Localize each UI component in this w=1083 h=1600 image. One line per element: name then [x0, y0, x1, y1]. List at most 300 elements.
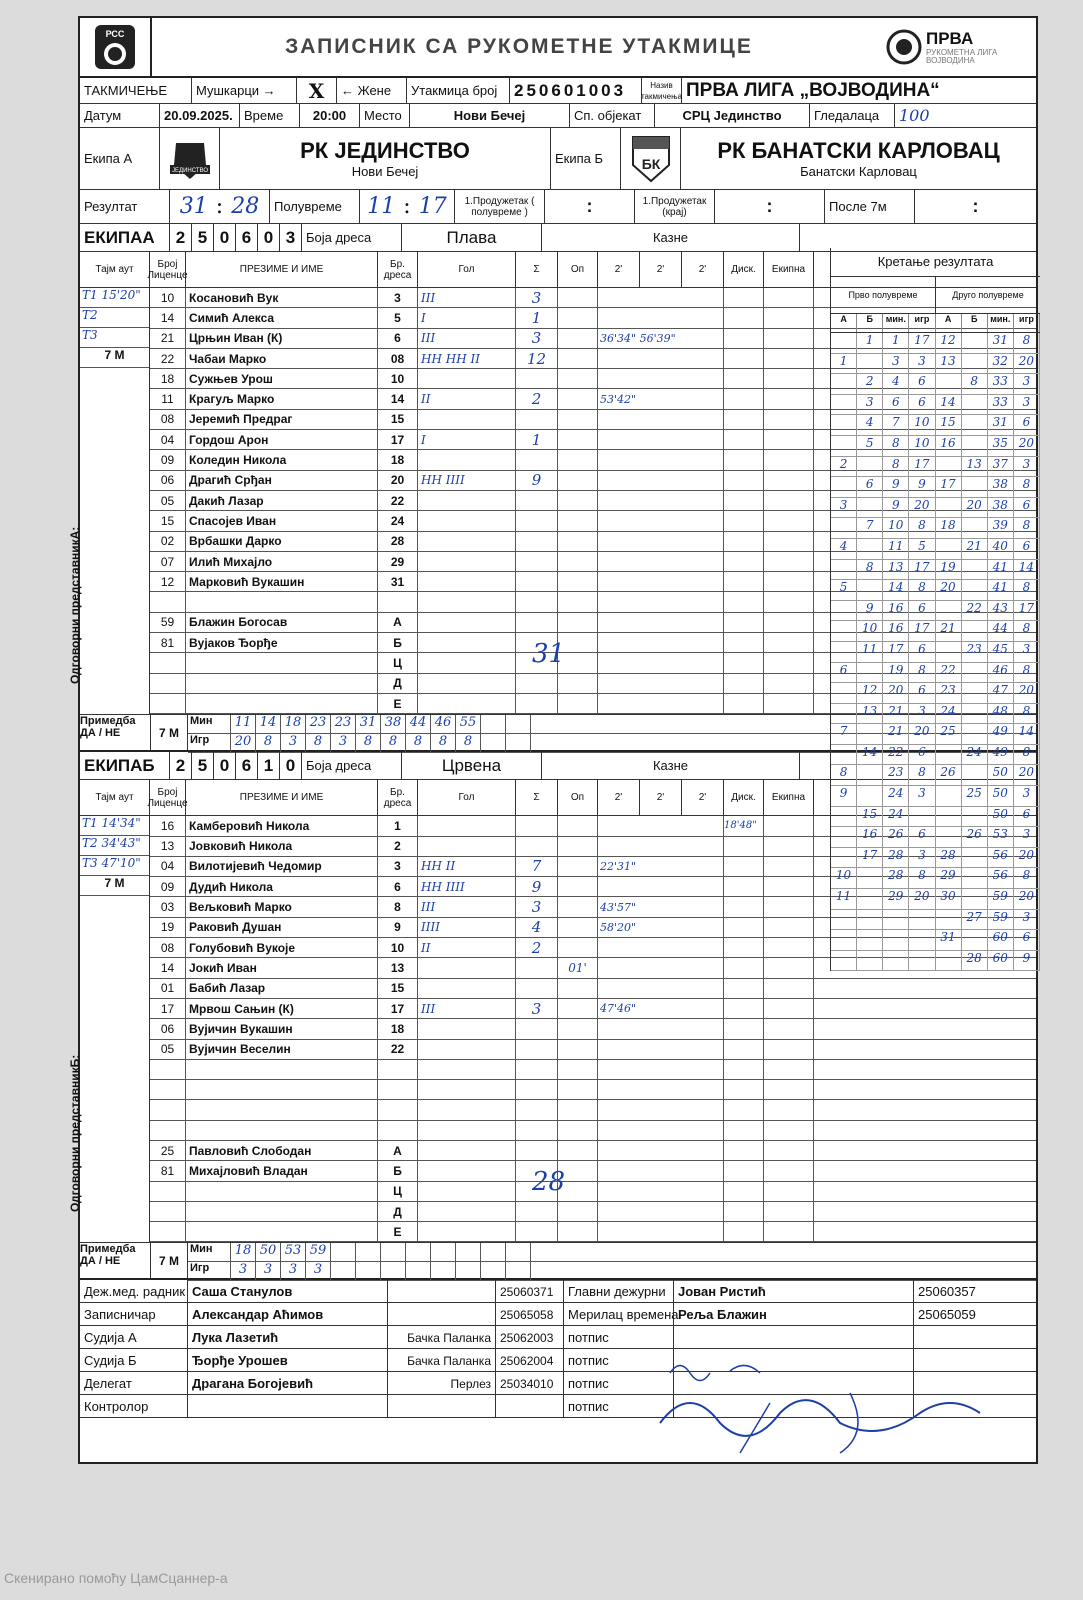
player-license: 05 [150, 1040, 186, 1059]
player-license: 12 [150, 572, 186, 591]
team-b-block [681, 128, 1036, 189]
progress-cell [962, 765, 988, 785]
progress-cell [936, 786, 962, 806]
goal-sum: 3 [516, 288, 558, 307]
progress-title: Кретање резултата [831, 248, 1040, 277]
suspension-times: 43'57" [598, 897, 724, 916]
seven-m-igr: 3 [256, 1262, 281, 1280]
progress-cell: 19 [936, 560, 962, 580]
progress-cell: 17 [909, 333, 935, 353]
competition-row [80, 78, 1036, 104]
progress-cell: 4 [857, 415, 883, 435]
progress-cell: 16 [936, 436, 962, 456]
progress-cell: 35 [988, 436, 1014, 456]
suspension-times: 53'42" [598, 389, 724, 408]
progress-cell: 20 [909, 724, 935, 744]
team-a-goal-total: 31 [532, 639, 566, 670]
progress-row [831, 683, 1040, 704]
warning [558, 572, 598, 591]
team-code-digit: 2 [170, 752, 192, 779]
progress-cell: 6 [1014, 807, 1040, 827]
jersey-number: 6 [378, 329, 418, 348]
player-name [186, 653, 378, 672]
progress-cell: 6 [883, 395, 909, 415]
disqualification [724, 633, 764, 652]
progress-cell: 3 [1014, 827, 1040, 847]
progress-cell [962, 848, 988, 868]
team-penalty-cell [764, 1182, 814, 1201]
progress-cell: 3 [909, 354, 935, 374]
team-a-label: Екипа А [80, 128, 160, 189]
progress-cell: 8 [909, 868, 935, 888]
progress-cell: 4 [831, 539, 857, 559]
goal-tally [418, 653, 516, 672]
progress-cell: 28 [936, 848, 962, 868]
seven-m-igr-row [188, 1262, 1036, 1281]
progress-col-min: мин. [883, 314, 909, 332]
progress-cell: 31 [988, 333, 1014, 353]
team-penalty-cell [764, 389, 814, 408]
progress-cell: 53 [988, 827, 1014, 847]
officials-cell: Бачка Паланка [388, 1349, 496, 1372]
progress-cell [962, 436, 988, 456]
goal-tally [418, 511, 516, 530]
jersey-number: А [378, 1141, 418, 1160]
officials-cell [188, 1395, 388, 1418]
suspension-times [598, 979, 724, 998]
progress-cell: 41 [988, 560, 1014, 580]
progress-cell: 14 [1014, 560, 1040, 580]
progress-cell [962, 868, 988, 888]
goal-tally: HH HH II [418, 349, 516, 368]
player-license: 10 [150, 288, 186, 307]
progress-cell [831, 518, 857, 538]
goal-tally: III [418, 288, 516, 307]
player-license: 18 [150, 369, 186, 388]
officials-cell: Записничар [80, 1303, 188, 1326]
match-date: 20.09.2025. [160, 104, 240, 127]
date-row [80, 104, 1036, 128]
team-penalty-cell [764, 897, 814, 916]
progress-col-A: А [831, 314, 857, 332]
warning [558, 1040, 598, 1059]
team-b-name: РК БАНАТСКИ КАРЛОВАЦ [717, 138, 1000, 163]
progress-cell [962, 560, 988, 580]
team-b-label: Екипа Б [551, 128, 621, 189]
team-b-city: Банатски Карловац [800, 164, 917, 179]
goal-tally: I [418, 430, 516, 449]
progress-cell: 2 [857, 374, 883, 394]
progress-col-igr: игр [909, 314, 935, 332]
column-susp2: 2' [640, 780, 682, 815]
progress-cell: 8 [1014, 477, 1040, 497]
seven-m-igr [331, 1262, 356, 1280]
player-name: Дудић Никола [186, 877, 378, 896]
goal-tally: HH IIII [418, 877, 516, 896]
progress-cell: 60 [988, 930, 1014, 950]
progress-cell [936, 374, 962, 394]
remark-label: Примедба [80, 715, 136, 728]
seven-m-min: 59 [306, 1243, 331, 1261]
player-name: Чабаи Марко [186, 349, 378, 368]
progress-cell [831, 930, 857, 950]
progress-cell: 17 [1014, 601, 1040, 621]
progress-cell: 12 [936, 333, 962, 353]
jersey-number: 08 [378, 349, 418, 368]
suspension-times [598, 288, 724, 307]
jersey-number: 3 [378, 857, 418, 876]
progress-cell: 6 [909, 374, 935, 394]
goal-sum: 1 [516, 430, 558, 449]
player-license: 08 [150, 410, 186, 429]
progress-cell: 32 [988, 354, 1014, 374]
officials-cell [388, 1395, 496, 1418]
progress-row [831, 910, 1040, 931]
suspension-times [598, 816, 724, 835]
progress-row [831, 868, 1040, 889]
disqualification [724, 592, 764, 611]
warning [558, 1019, 598, 1038]
seven-m-min [356, 1243, 381, 1261]
progress-cell: 17 [857, 848, 883, 868]
disqualification [724, 1222, 764, 1241]
jersey-number: 1 [378, 816, 418, 835]
player-license: 14 [150, 308, 186, 327]
progress-cell [962, 704, 988, 724]
goal-sum: 3 [516, 897, 558, 916]
player-license: 16 [150, 816, 186, 835]
progress-cell: 23 [936, 683, 962, 703]
team-penalty-cell [764, 1161, 814, 1180]
progress-cell: 21 [883, 704, 909, 724]
seven-m-min: 18 [231, 1243, 256, 1261]
kit-color-label: Боја дреса [302, 752, 402, 779]
officials-cell: 25062004 [496, 1349, 564, 1372]
progress-cell: 8 [1014, 868, 1040, 888]
goal-sum: 1 [516, 308, 558, 327]
progress-row [831, 807, 1040, 828]
progress-cell: 40 [988, 539, 1014, 559]
column-sum: Σ [516, 780, 558, 815]
disqualification [724, 329, 764, 348]
goal-tally: HH IIII [418, 471, 516, 490]
progress-row [831, 333, 1040, 354]
player-row [150, 1182, 1036, 1202]
goal-tally [418, 958, 516, 977]
progress-cell: 21 [962, 539, 988, 559]
suspension-times [598, 1222, 724, 1241]
second-half-label: Друго полувреме [952, 290, 1024, 300]
progress-cell: 30 [936, 889, 962, 909]
progress-cell [831, 374, 857, 394]
team-penalty-cell [764, 938, 814, 957]
suspension-times [598, 1161, 724, 1180]
progress-cell: 17 [909, 560, 935, 580]
progress-row [831, 374, 1040, 395]
player-license: 59 [150, 613, 186, 632]
progress-cell: 15 [936, 415, 962, 435]
progress-cell [857, 663, 883, 683]
player-license [150, 1182, 186, 1201]
goal-sum [516, 816, 558, 835]
goal-sum [516, 674, 558, 693]
match-place: Нови Бечеј [410, 104, 570, 127]
disqualification [724, 837, 764, 856]
goal-tally: III [418, 329, 516, 348]
competition-label: ТАКМИЧЕЊЕ [80, 78, 192, 103]
player-name [186, 1060, 378, 1079]
team-penalty-cell [764, 288, 814, 307]
officials-cell: Ђорђе Урошев [188, 1349, 388, 1372]
progress-cell [936, 601, 962, 621]
progress-cell: 8 [1014, 518, 1040, 538]
progress-cell: 8 [1014, 704, 1040, 724]
jersey-number: 15 [378, 410, 418, 429]
seven-m-min: 50 [256, 1243, 281, 1261]
team-penalty-cell [764, 410, 814, 429]
progress-cell: 23 [962, 642, 988, 662]
progress-row [831, 889, 1040, 910]
disqualification [724, 532, 764, 551]
seven-m-igr [506, 1262, 531, 1280]
goal-sum [516, 1141, 558, 1160]
disqualification [724, 410, 764, 429]
player-name: Дакић Лазар [186, 491, 378, 510]
match-number: 250601003 [510, 78, 642, 103]
disqualification [724, 450, 764, 469]
officials-cell [914, 1326, 1036, 1349]
jersey-number: Д [378, 1202, 418, 1221]
goal-tally [418, 552, 516, 571]
progress-row [831, 745, 1040, 766]
progress-cell: 8 [962, 374, 988, 394]
progress-cell [831, 560, 857, 580]
team-penalty-cell [764, 1141, 814, 1160]
warning [558, 349, 598, 368]
team-a-block [220, 128, 551, 189]
goal-tally [418, 410, 516, 429]
progress-cell: 3 [1014, 786, 1040, 806]
progress-cell: 14 [857, 745, 883, 765]
progress-row [831, 765, 1040, 786]
jersey-number: 2 [378, 837, 418, 856]
team-penalty-cell [764, 1040, 814, 1059]
goal-sum: 3 [516, 329, 558, 348]
column-license: Број Лиценце [150, 780, 186, 815]
player-name: Симић Алекса [186, 308, 378, 327]
disqualification [724, 471, 764, 490]
kit-color: Црвена [402, 752, 542, 779]
goal-sum [516, 1040, 558, 1059]
warning [558, 491, 598, 510]
progress-cell: 49 [988, 745, 1014, 765]
column-susp3: 2' [682, 252, 724, 287]
progress-cell: 20 [883, 683, 909, 703]
progress-cell [962, 889, 988, 909]
column-team: Екипна [764, 780, 814, 815]
remark-yes-no: ДА / НЕ [80, 727, 121, 740]
seven-m-min: 46 [431, 715, 456, 733]
progress-cell [909, 807, 935, 827]
progress-cell: 18 [936, 518, 962, 538]
goal-tally [418, 369, 516, 388]
progress-row [831, 457, 1040, 478]
team-penalty-cell [764, 471, 814, 490]
goal-tally [418, 1060, 516, 1079]
column-warn: Оп [558, 252, 598, 287]
progress-cell [857, 457, 883, 477]
progress-row [831, 560, 1040, 581]
seven-m-igr: 3 [331, 734, 356, 752]
warning [558, 877, 598, 896]
team-a-name: РК ЈЕДИНСТВО [300, 138, 470, 163]
seven-m-igr: 8 [431, 734, 456, 752]
officials-cell: Јован Ристић [674, 1280, 914, 1303]
warning [558, 592, 598, 611]
disqualification [724, 389, 764, 408]
jersey-number: 14 [378, 389, 418, 408]
player-name [186, 1202, 378, 1221]
progress-cell: 10 [909, 436, 935, 456]
player-license: 19 [150, 918, 186, 937]
progress-cell: 8 [909, 765, 935, 785]
suspension-times [598, 1019, 724, 1038]
progress-cell: 6 [1014, 539, 1040, 559]
team-code-digit: 5 [192, 224, 214, 251]
team-penalty-cell [764, 1060, 814, 1079]
officials-row [80, 1303, 1036, 1326]
progress-cell: 1 [857, 333, 883, 353]
progress-cell: 39 [988, 518, 1014, 538]
progress-cell [962, 930, 988, 950]
progress-cell: 56 [988, 868, 1014, 888]
team-a-logo [160, 128, 220, 189]
player-row [150, 1141, 1036, 1161]
goal-tally [418, 1100, 516, 1119]
progress-subheader [831, 314, 1040, 333]
score-colon: : [215, 194, 224, 219]
progress-cell [962, 477, 988, 497]
progress-cell: 1 [831, 354, 857, 374]
goal-tally [418, 816, 516, 835]
suspension-times [598, 430, 724, 449]
progress-cell: 21 [936, 621, 962, 641]
seven-m-min: 55 [456, 715, 481, 733]
player-license [150, 1060, 186, 1079]
progress-cell: 59 [988, 910, 1014, 930]
disqualification [724, 1019, 764, 1038]
jersey-number: 31 [378, 572, 418, 591]
after-7m-label: После 7м [825, 190, 915, 223]
goal-tally: I [418, 308, 516, 327]
progress-cell: 45 [988, 642, 1014, 662]
goal-tally [418, 1040, 516, 1059]
progress-row [831, 498, 1040, 519]
team-penalty-cell [764, 450, 814, 469]
warning [558, 1100, 598, 1119]
progress-cell: 8 [1014, 745, 1040, 765]
progress-row [831, 724, 1040, 745]
goal-tally [418, 532, 516, 551]
progress-cell [936, 951, 962, 971]
player-name: Марковић Вукашин [186, 572, 378, 591]
seven-m-label: 7 M [151, 1243, 188, 1278]
suspension-times [598, 410, 724, 429]
progress-row [831, 663, 1040, 684]
player-name: Јовковић Никола [186, 837, 378, 856]
warning [558, 1202, 598, 1221]
progress-cell [831, 704, 857, 724]
progress-cell [857, 354, 883, 374]
player-license: 11 [150, 389, 186, 408]
progress-cell [936, 457, 962, 477]
men-mark: X [297, 78, 337, 103]
player-name: Крагуљ Марко [186, 389, 378, 408]
progress-cell [831, 436, 857, 456]
warning [558, 1060, 598, 1079]
team-code-digit: 0 [280, 752, 302, 779]
seven-m-min: 23 [331, 715, 356, 733]
goal-sum [516, 532, 558, 551]
column-jersey: Бр. дреса [378, 780, 418, 815]
progress-cell: 8 [1014, 580, 1040, 600]
player-name: Раковић Душан [186, 918, 378, 937]
result-row [80, 190, 1036, 224]
team-penalty-cell [764, 837, 814, 856]
goal-sum [516, 552, 558, 571]
progress-cell: 23 [883, 765, 909, 785]
progress-cell: 17 [909, 621, 935, 641]
jersey-number [378, 1100, 418, 1119]
warning [558, 532, 598, 551]
jersey-number: 17 [378, 999, 418, 1018]
suspension-times [598, 1202, 724, 1221]
progress-row [831, 827, 1040, 848]
goal-tally [418, 613, 516, 632]
timeout-2: T2 34'43" [80, 836, 149, 856]
progress-cell: 50 [988, 807, 1014, 827]
column-goal: Гол [418, 252, 516, 287]
player-license [150, 694, 186, 713]
player-name: Илић Михајло [186, 552, 378, 571]
progress-cell: 24 [883, 807, 909, 827]
half-label: Полувреме [270, 190, 360, 223]
progress-cell: 17 [936, 477, 962, 497]
disqualification [724, 572, 764, 591]
remark-box [80, 1243, 151, 1278]
goal-tally [418, 979, 516, 998]
team-penalty-cell [764, 653, 814, 672]
progress-cell: 8 [909, 518, 935, 538]
progress-cell: 17 [883, 642, 909, 662]
goal-sum: 9 [516, 877, 558, 896]
seven-m-igr: 8 [306, 734, 331, 752]
progress-cell [831, 910, 857, 930]
warning [558, 450, 598, 469]
player-license: 13 [150, 837, 186, 856]
remark-yes-no: ДА / НЕ [80, 1255, 121, 1268]
progress-cell: 19 [883, 663, 909, 683]
team-b-goal-total: 28 [532, 1167, 566, 1198]
progress-cell: 43 [988, 601, 1014, 621]
officials-cell: 25065059 [918, 1307, 976, 1323]
progress-cell: 20 [1014, 436, 1040, 456]
progress-cell: 10 [883, 518, 909, 538]
teams-row [80, 128, 1036, 190]
player-row [150, 1019, 1036, 1039]
warning [558, 837, 598, 856]
warning: 01' [558, 958, 598, 977]
